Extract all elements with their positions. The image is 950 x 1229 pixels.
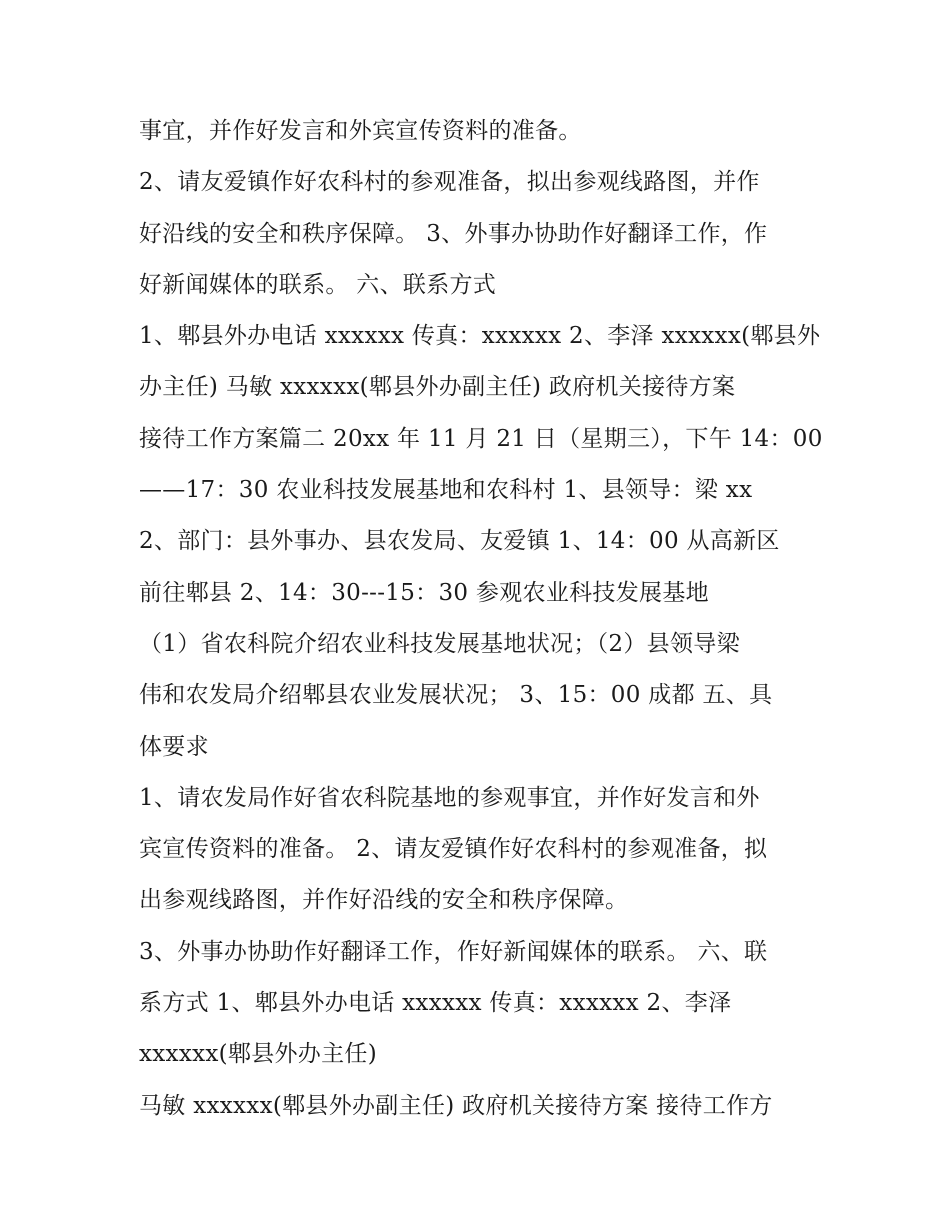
text-line: 前往郫县 2、14：30---15：30 参观农业科技发展基地 bbox=[139, 579, 709, 606]
text-line: 体要求 bbox=[139, 733, 209, 760]
text-line: 宾宣传资料的准备。 2、请友爱镇作好农科村的参观准备，拟 bbox=[139, 836, 768, 863]
text-line: 办主任) 马敏 xxxxxx(郫县外办副主任) 政府机关接待方案 bbox=[139, 374, 736, 401]
text-line: 1、请农发局作好省农科院基地的参观事宜，并作好发言和外 bbox=[139, 784, 760, 811]
text-line: 好沿线的安全和秩序保障。 3、外事办协助作好翻译工作，作 bbox=[139, 220, 768, 247]
text-line: 伟和农发局介绍郫县农业发展状况； 3、15：00 成都 五、具 bbox=[139, 682, 773, 709]
text-line: （1）省农科院介绍农业科技发展基地状况；（2）县领导梁 bbox=[139, 630, 740, 657]
text-line: 事宜，并作好发言和外宾宣传资料的准备。 bbox=[139, 118, 582, 144]
document-body bbox=[139, 106, 839, 1132]
text-line: 出参观线路图，并作好沿线的安全和秩序保障。 bbox=[139, 887, 629, 914]
text-line: 3、外事办协助作好翻译工作，作好新闻媒体的联系。 六、联 bbox=[139, 938, 768, 965]
text-line: xxxxxx(郫县外办主任) bbox=[139, 1041, 377, 1068]
text-line: 系方式 1、郫县外办电话 xxxxxx 传真：xxxxxx 2、李泽 bbox=[139, 990, 732, 1017]
text-line: 2、请友爱镇作好农科村的参观准备，拟出参观线路图，并作 bbox=[139, 169, 760, 196]
text-line: 马敏 xxxxxx(郫县外办副主任) 政府机关接待方案 接待工作方 bbox=[139, 1092, 773, 1119]
text-line: 1、郫县外办电话 xxxxxx 传真：xxxxxx 2、李泽 xxxxxx(郫县外 bbox=[139, 323, 821, 350]
text-line: 好新闻媒体的联系。 六、联系方式 bbox=[139, 271, 497, 298]
text-line: 2、部门：县外事办、县农发局、友爱镇 1、14：00 从高新区 bbox=[139, 528, 780, 555]
text-line: ——17：30 农业科技发展基地和农科村 1、县领导：梁 xx bbox=[139, 477, 753, 504]
text-line: 接待工作方案篇二 20xx 年 11 月 21 日（星期三），下午 14：00 bbox=[139, 425, 823, 452]
